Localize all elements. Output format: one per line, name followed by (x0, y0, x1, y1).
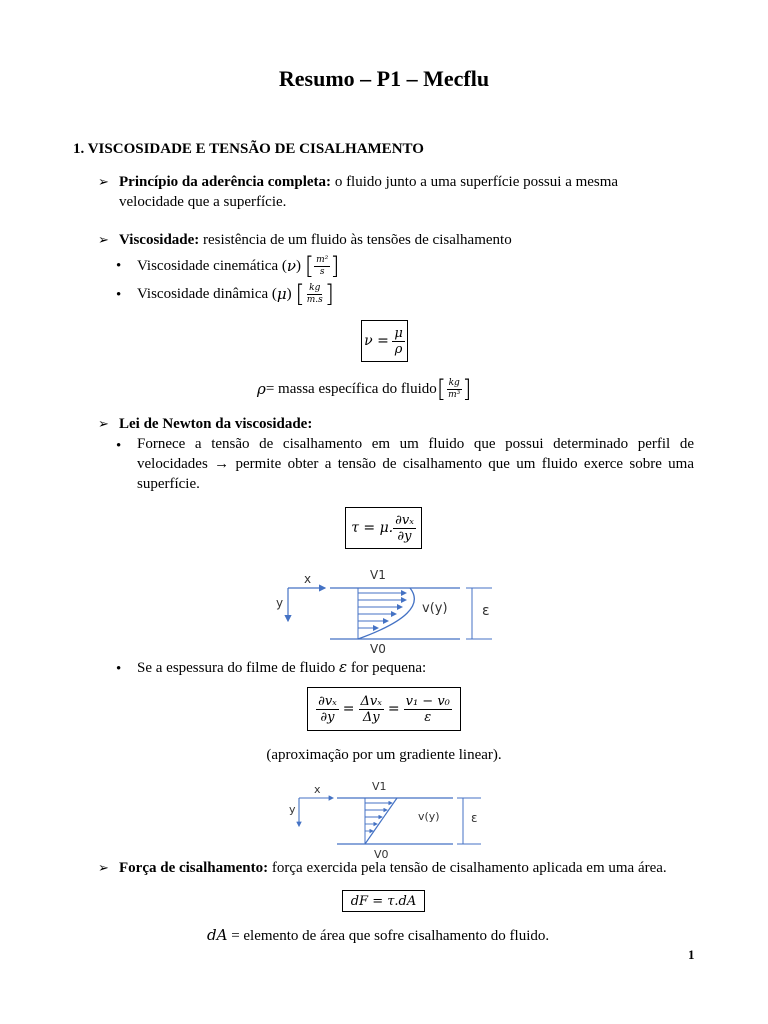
unit-den: s (319, 266, 325, 277)
arrow-bullet-icon: ➢ (98, 174, 109, 189)
da-symbol: dA (207, 926, 228, 944)
equals-1: = (342, 701, 355, 717)
grad-d1: ∂y (320, 709, 335, 725)
newton-description (137, 434, 694, 494)
close-paren: ) (286, 286, 292, 302)
formula-nu-box (361, 320, 408, 362)
cinematica-unit: [ $\frac{\text{m²}}{s}$ ] (304, 252, 340, 280)
v0-label: V0 (370, 642, 386, 653)
vy-label: v(y) (422, 601, 448, 616)
epsilon-label: ε (471, 811, 478, 825)
epsilon-symbol: ε (339, 658, 348, 676)
formula-nu-num: μ (394, 325, 403, 341)
formula-gradient-box (307, 687, 461, 731)
x-label: x (314, 783, 321, 796)
arrow-bullet-icon: ➢ (98, 232, 109, 247)
section-heading: 1. VISCOSIDADE E TENSÃO DE CISALHAMENTO (73, 141, 424, 157)
espessura-item (137, 657, 426, 678)
forca-text: força exercida pela tensão de cisalhamento aplicada em uma área. (268, 860, 667, 876)
epsilon-label: ε (482, 603, 490, 619)
da-definition (207, 925, 549, 946)
bullet-dot-icon: • (116, 438, 122, 454)
rho-definition (257, 377, 472, 401)
da-text: = elemento de área que sofre cisalhamento do fluido. (227, 928, 550, 944)
bullet-dot-icon: • (116, 258, 122, 274)
formula-tau-den: ∂y (397, 528, 412, 544)
grad-d3: ε (424, 709, 432, 725)
viscosidade-label: Viscosidade: (119, 232, 200, 248)
v1-label: V1 (372, 780, 387, 793)
grad-n2: Δvₓ (360, 693, 382, 709)
principio-label: Princípio da aderência completa: (119, 174, 332, 190)
espessura-text-2: for pequena: (347, 660, 427, 676)
vy-label: v(y) (418, 810, 440, 823)
unit-num: kg (448, 377, 460, 388)
forca-label: Força de cisalhamento: (119, 860, 269, 876)
velocity-arrows (358, 593, 406, 628)
dinamica-text: Viscosidade dinâmica ( (137, 286, 277, 302)
rho-symbol: ρ (257, 380, 266, 398)
unit-num: kg (309, 282, 321, 293)
rho-unit: [ $\frac{kg}{\text{m³}}$ ] (436, 375, 472, 403)
espessura-text: Se a espessura do filme de fluido (137, 660, 340, 676)
forca-paragraph (119, 858, 667, 878)
equals-2: = (387, 701, 400, 717)
principio-text-2: velocidade que a superfície. (119, 194, 287, 210)
newton-desc-line3: superfície. (137, 476, 200, 492)
dinamica-item (137, 282, 334, 306)
nu-symbol: ν (286, 257, 296, 275)
arrow-bullet-icon: ➢ (98, 416, 109, 431)
unit-den: m³ (448, 389, 461, 400)
velocity-arrows (365, 803, 392, 831)
dinamica-unit: [ $\frac{kg}{m.s}$ ] (295, 280, 335, 308)
principio-paragraph (119, 172, 679, 212)
principio-text: o fluido junto a uma superfície possui a mesma (331, 174, 619, 190)
newton-desc-line1: Fornece a tensão de cisalhamento em um fluido que possui determinado perfil de (137, 436, 694, 452)
formula-nu-lhs: ν = (364, 333, 389, 349)
linear-profile (365, 798, 397, 844)
formula-tau-box (345, 507, 422, 549)
v0-label: V0 (374, 848, 389, 858)
cinematica-item (137, 254, 340, 278)
page-title: Resumo – P1 – Mecflu (278, 66, 490, 91)
y-label: y (276, 596, 284, 610)
grad-d2: Δy (362, 709, 380, 725)
newton-label: Lei de Newton da viscosidade: (119, 416, 313, 432)
rho-text: = massa específica do fluido (265, 381, 437, 397)
arrow-bullet-icon: ➢ (98, 860, 109, 875)
linear-profile-diagram (285, 778, 495, 858)
x-label: x (304, 572, 312, 586)
y-label: y (289, 803, 296, 816)
viscosidade-paragraph (119, 230, 512, 250)
unit-num: m² (316, 254, 329, 265)
unit-den: m.s (306, 294, 323, 305)
v1-label: V1 (370, 568, 386, 582)
velocity-profile-diagram (270, 565, 510, 653)
formula-tau-num: ∂vₓ (395, 512, 414, 528)
bullet-dot-icon: • (116, 287, 122, 303)
aproximacao-note: (aproximação por um gradiente linear). (266, 747, 502, 763)
newton-desc-line2: velocidades → permite obter a tensão de cisalhamento que um fluido exerce sobre uma (137, 456, 694, 472)
formula-tau-lhs: τ = μ. (351, 520, 394, 536)
cinematica-text: Viscosidade cinemática ( (137, 258, 287, 274)
formula-nu-den: ρ (394, 341, 403, 357)
bullet-dot-icon: • (116, 661, 122, 677)
grad-n3: v₁ − v₀ (405, 693, 450, 709)
mu-symbol: μ (276, 285, 287, 303)
viscosidade-text: resistência de um fluido às tensões de cisalhamento (199, 232, 512, 248)
close-paren: ) (296, 258, 301, 274)
grad-n1: ∂vₓ (318, 693, 337, 709)
page-number: 1 (688, 947, 695, 962)
formula-df-box: dF = τ.dA (342, 890, 425, 912)
